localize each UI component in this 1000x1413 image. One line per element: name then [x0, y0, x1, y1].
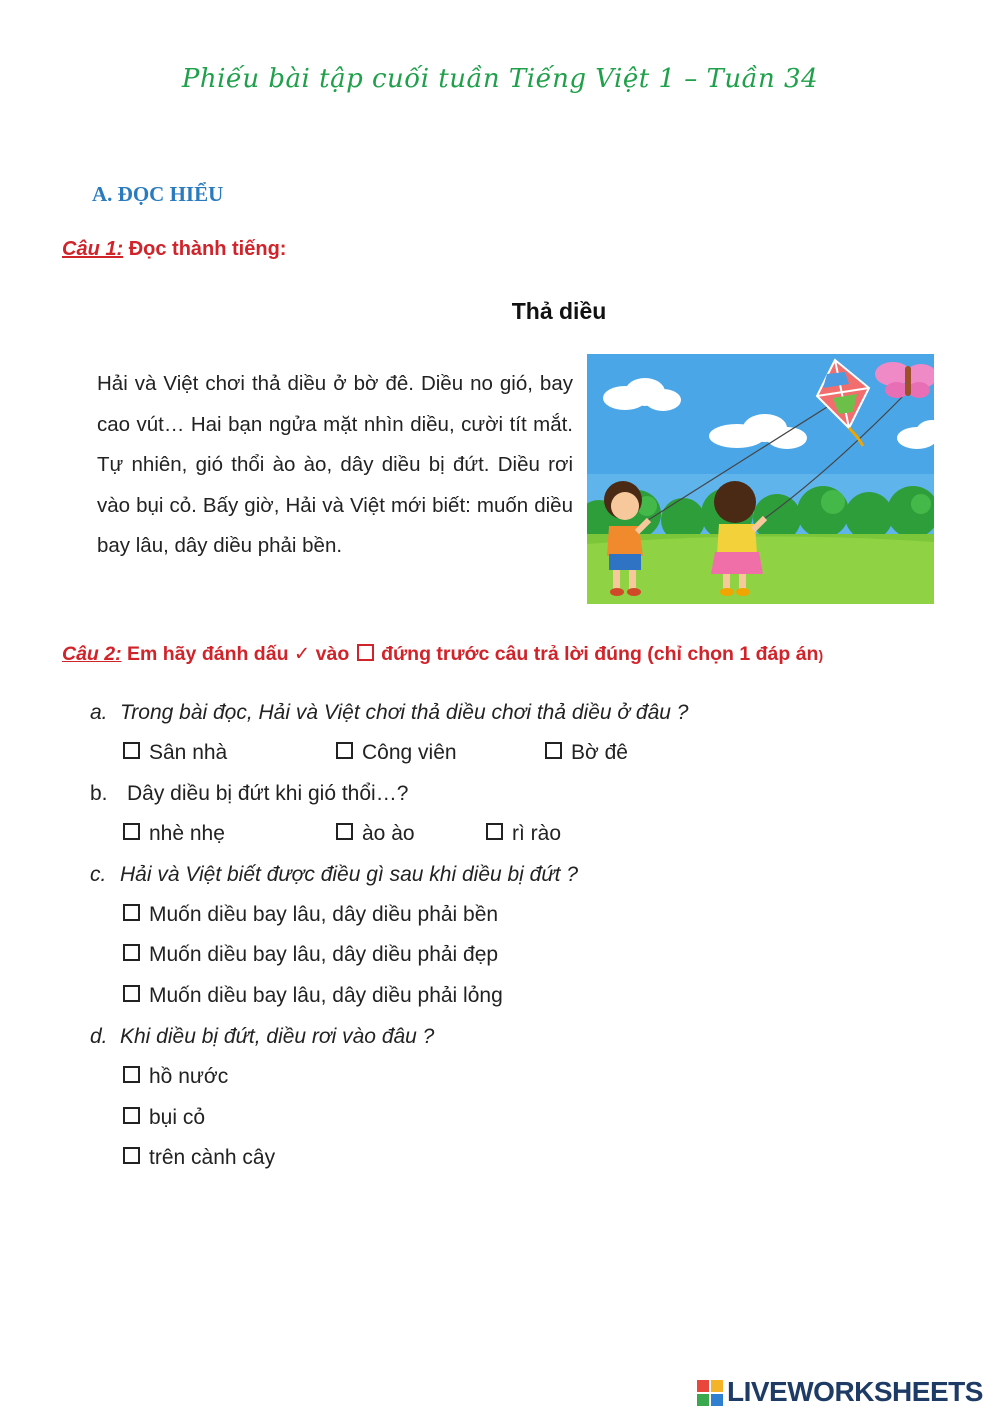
checkbox[interactable] [486, 823, 503, 840]
question-2-heading [62, 642, 823, 666]
checkmark-icon: ✓ [293, 643, 311, 665]
question-1-heading [62, 238, 286, 261]
question-letter: c. [90, 863, 107, 886]
question-letter: a. [90, 701, 108, 724]
checkbox[interactable] [123, 1147, 140, 1164]
question-text: Dây diều bị đứt khi gió thổi…? [127, 782, 409, 805]
question-2-text-1: Em hãy đánh dấu [127, 643, 289, 665]
checkbox-icon [357, 644, 374, 661]
option-label: trên cành cây [149, 1146, 276, 1169]
question-a [90, 701, 688, 725]
question-d [90, 1025, 434, 1049]
answer-option[interactable] [123, 1146, 275, 1170]
question-text: Khi diều bị đứt, diều rơi vào đâu ? [120, 1025, 435, 1048]
option-label: rì rào [512, 822, 562, 845]
question-text: Trong bài đọc, Hải và Việt chơi thả diều chơi thả diều ở đâu ? [120, 701, 689, 724]
liveworksheets-brand: LIVEWORKSHEETS [727, 1376, 983, 1407]
option-label: bụi cỏ [149, 1106, 206, 1129]
checkbox[interactable] [336, 742, 353, 759]
story-title: Thả diều [511, 298, 607, 324]
liveworksheets-logo-icon [697, 1380, 723, 1406]
question-2-text-3: đứng trước câu trả lời đúng (chỉ chọn 1 đáp án [381, 643, 819, 665]
answer-option[interactable] [336, 822, 415, 846]
checkbox[interactable] [123, 904, 140, 921]
question-text: Hải và Việt biết được điều gì sau khi diều bị đứt ? [120, 863, 579, 886]
answer-option[interactable] [486, 822, 561, 846]
checkbox[interactable] [123, 944, 140, 961]
checkbox[interactable] [123, 1066, 140, 1083]
question-1-label: Câu 1: [62, 238, 124, 260]
kite-illustration [587, 354, 934, 604]
checkbox[interactable] [123, 742, 140, 759]
question-letter: b. [90, 782, 108, 805]
option-label: hồ nước [149, 1065, 229, 1088]
option-label: Công viên [362, 741, 457, 764]
checkbox[interactable] [545, 742, 562, 759]
answer-option[interactable] [123, 984, 503, 1008]
checkbox[interactable] [123, 1107, 140, 1124]
option-label: Sân nhà [149, 741, 228, 764]
answer-option[interactable] [123, 903, 498, 927]
checkbox[interactable] [123, 823, 140, 840]
question-2-text-2: vào [315, 643, 350, 665]
option-label: Bờ đê [571, 741, 628, 764]
question-letter: d. [90, 1025, 108, 1048]
answer-option[interactable] [123, 1106, 205, 1130]
option-label: ào ào [362, 822, 415, 845]
option-label: nhè nhẹ [149, 822, 225, 845]
answer-option[interactable] [336, 741, 457, 765]
checkbox[interactable] [336, 823, 353, 840]
option-label: Muốn diều bay lâu, dây diều phải bền [149, 903, 499, 926]
page-title: Phiếu bài tập cuối tuần Tiếng Việt 1 – Tuần 34 [181, 64, 819, 94]
answer-option[interactable] [123, 822, 225, 846]
question-b [90, 782, 408, 806]
answer-option[interactable] [545, 741, 628, 765]
option-label: Muốn diều bay lâu, dây diều phải đẹp [149, 943, 499, 966]
answer-option[interactable] [123, 741, 227, 765]
closing-parenthesis: ) [818, 647, 824, 663]
question-2-label: Câu 2: [62, 643, 122, 665]
answer-option[interactable] [123, 1065, 228, 1089]
option-label: Muốn diều bay lâu, dây diều phải lỏng [149, 984, 503, 1007]
answer-option[interactable] [123, 943, 498, 967]
section-heading: A. ĐỌC HIỂU [92, 182, 224, 206]
checkbox[interactable] [123, 985, 140, 1002]
liveworksheets-logo[interactable] [697, 1376, 993, 1408]
question-c [90, 863, 578, 887]
question-1-text: Đọc thành tiếng: [128, 238, 287, 260]
reading-passage: Hải và Việt chơi thả diều ở bờ đê. Diều no gió, bay cao vút… Hai bạn ngửa mặt nhìn diều, cười tít mắt. Tự nhiên, gió thổi ào ào, dây diều bị đứt. Diều rơi vào bụi cỏ. Bấy giờ, Hải và Việt mới biết: muốn diều bay lâu, dây diều phải bền. [97, 372, 573, 558]
